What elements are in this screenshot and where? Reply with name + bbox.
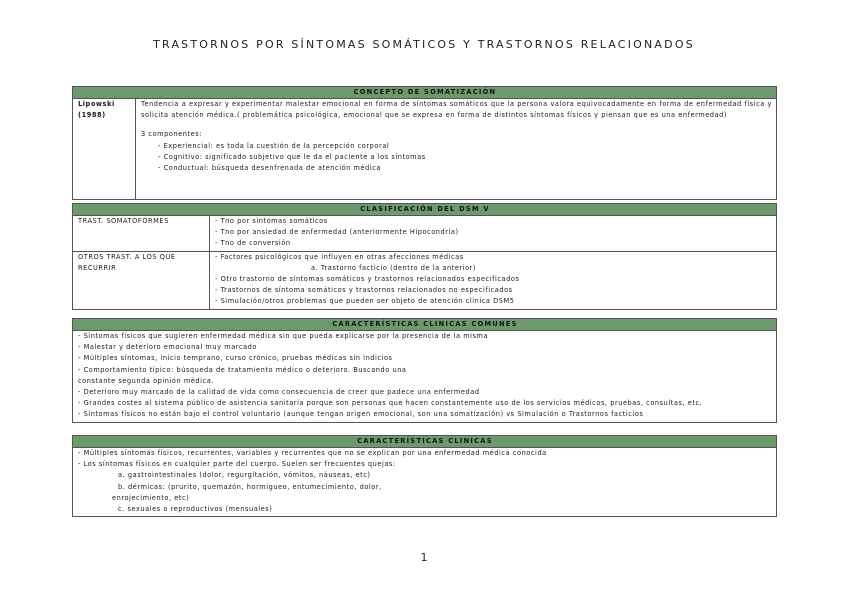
list-item: - Factores psicológicos que influyen en otras afecciones médicas — [215, 252, 464, 261]
list-item: a. gastrointestinales (dolor, regurgitación, vómitos, náuseas, etc) — [118, 471, 371, 480]
group-label: OTROS TRAST. A LOS QUE RECURRIR — [73, 251, 210, 309]
components-intro: 3 componentes: — [141, 130, 203, 139]
list-item: b. dérmicas: (prurito, quemazón, hormigueo, entumecimiento, dolor, — [118, 482, 382, 491]
concepto-table — [72, 86, 777, 200]
definition-cell — [136, 99, 777, 200]
comunes-body — [73, 331, 777, 423]
list-item: - Múltiples síntomas físicos, recurrentes, variables y recurrentes que no se explican por una enfermedad médica conocida — [78, 449, 547, 457]
comunes-header: CARACTERÍSTICAS CLINICAS COMUNES — [73, 319, 777, 331]
list-item: - Grandes costes al sistema público de asistencia sanitaria porque son personas que hacen constantemente uso de los servicios médicos, pruebas, consultas, etc. — [78, 399, 703, 408]
clinicas-body — [73, 448, 777, 517]
component-item: - Experiencial: es toda la cuestión de la percepción corporal — [158, 141, 390, 150]
list-item: enrojecimiento, etc) — [112, 493, 190, 502]
clasificacion-header: CLASIFICACIÓN DEL DSM V — [73, 204, 777, 216]
group-label: TRAST. SOMATOFORMES — [73, 216, 210, 252]
list-item: - Síntomas físicos no están bajo el control voluntario (aunque tengan origen emocional, son una somatización) vs Simulación o Trastornos facticios — [78, 410, 644, 419]
list-item: - Múltiples síntomas, inicio temprano, curso crónico, pruebas médicas sin indicios — [78, 354, 393, 363]
author-year: (1988) — [78, 111, 106, 120]
clasificacion-table — [72, 203, 777, 310]
comunes-table — [72, 318, 777, 423]
list-item: a. Trastorno facticio (dentro de la anterior) — [311, 263, 477, 272]
group-items — [210, 216, 777, 252]
list-item: - Simulación/otros problemas que pueden ser objeto de atención clínica DSM5 — [215, 297, 515, 306]
clinicas-table — [72, 435, 777, 517]
list-item: - Los síntomas físicos en cualquier parte del cuerpo. Suelen ser frecuentes quejas: — [78, 460, 396, 469]
author-cell — [73, 99, 136, 200]
list-item: - Comportamiento típico: búsqueda de tratamiento médico o deterioro. Buscando una — [78, 365, 407, 374]
list-item: - Tno por ansiedad de enfermedad (anteriormente Hipocondría) — [215, 228, 459, 237]
definition-text: Tendencia a expresar y experimentar malestar emocional en forma de síntomas somáticos que la persona valora equivocadamente en forma de enfermedad física y solicita atención médica.( problemática psicológica, emocional que se expresa en forma de distintos síntomas físicos y piensan que es una enfermedad) — [141, 100, 772, 120]
group-items — [210, 251, 777, 309]
list-item: - Síntomas físicos que sugieren enfermedad médica sin que pueda explicarse por la presencia de la misma — [78, 332, 489, 340]
list-item: - Deterioro muy marcado de la calidad de vida como consecuencia de creer que padece una enfermedad — [78, 388, 480, 397]
list-item: c. sexuales o reproductivos (mensuales) — [118, 505, 273, 514]
list-item: - Otro trastorno de síntomas somáticos y trastornos relacionados especificados — [215, 275, 520, 284]
list-item: - Tno de conversión — [215, 239, 291, 248]
concepto-header: CONCEPTO DE SOMATIZACIÓN — [73, 87, 777, 99]
list-item: - Trastornos de síntoma somáticos y trastornos relacionados no especificados — [215, 286, 513, 295]
list-item: constante segunda opinión médica. — [78, 376, 214, 385]
list-item: - Tno por síntomas somáticos — [215, 217, 328, 225]
component-item: - Conductual: búsqueda desenfrenada de atención médica — [158, 164, 382, 173]
clinicas-header: CARACTERÍSTICAS CLINICAS — [73, 436, 777, 448]
author-name: Lipowski — [78, 100, 115, 108]
list-item: - Malestar y deterioro emocional muy marcado — [78, 343, 257, 352]
page-title: TRASTORNOS POR SÍNTOMAS SOMÁTICOS Y TRASTORNOS RELACIONADOS — [153, 38, 695, 51]
page-number: 1 — [420, 551, 428, 564]
component-item: - Cognitivo: significado subjetivo que le da el paciente a los síntomas — [158, 152, 426, 161]
